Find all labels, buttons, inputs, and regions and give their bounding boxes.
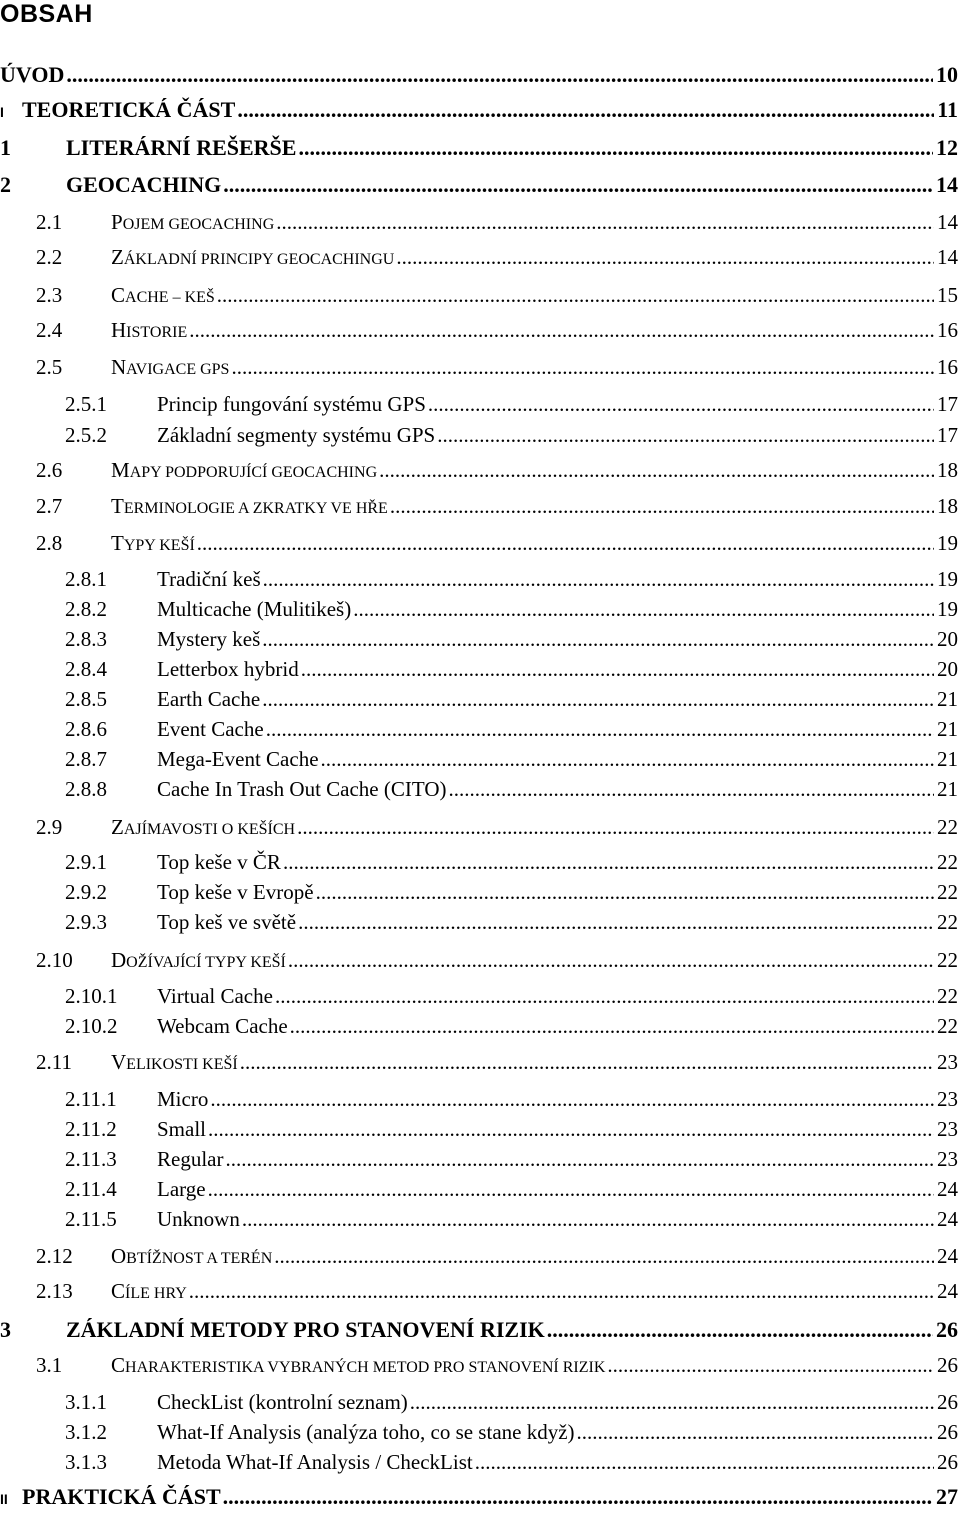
toc-entry-number: 2.13 [36, 1279, 73, 1303]
toc-entry-page: 11 [937, 97, 958, 122]
toc-entry-page: 21 [937, 747, 958, 771]
dot-leader [275, 984, 934, 1009]
toc-entry-page: 24 [937, 1207, 958, 1231]
toc-entry-title: AVIGACE GPS [126, 361, 230, 378]
toc-entry[interactable] [0, 392, 958, 422]
dot-leader [210, 1087, 934, 1112]
toc-entry-page: 10 [936, 62, 958, 87]
toc-entry[interactable] [0, 657, 958, 687]
toc-entry[interactable] [0, 1014, 958, 1044]
toc-entry-title: BTÍŽNOST A TERÉN [126, 1250, 273, 1267]
toc-entry-title: HARAKTERISTIKA VYBRANÝCH METOD PRO STANOVENÍ RIZIK [125, 1359, 606, 1376]
toc-entry-number: 2.11.5 [65, 1207, 117, 1231]
toc-entry-initial: C [111, 283, 126, 307]
toc-entry-number: 2.9 [36, 815, 63, 839]
toc-entry-title: ELIKOSTI KEŠÍ [126, 1056, 238, 1073]
toc-entry[interactable] [0, 458, 958, 488]
toc-entry[interactable] [0, 850, 958, 880]
toc-entry-title: Webcam Cache [157, 1014, 288, 1038]
toc-entry-title: CheckList (kontrolní seznam) [157, 1390, 408, 1414]
toc-entry-number: 2.2 [36, 245, 63, 269]
toc-entry[interactable] [0, 1207, 958, 1237]
toc-entry-title: LITERÁRNÍ REŠERŠE [66, 135, 297, 160]
toc-entry-title: Top keše v ČR [157, 850, 281, 874]
toc-entry[interactable] [0, 747, 958, 777]
dot-leader [353, 597, 934, 622]
dot-leader [321, 747, 934, 772]
toc-entry-number: 2.9.3 [65, 910, 107, 934]
dot-leader [231, 355, 934, 380]
toc-entry-title: Virtual Cache [157, 984, 273, 1008]
toc-entry-page: 26 [937, 1390, 958, 1414]
toc-entry-number: 1 [0, 135, 11, 160]
toc-entry-page: 17 [937, 423, 958, 447]
dot-leader [288, 948, 934, 973]
dot-leader [208, 1177, 934, 1202]
toc-entry[interactable] [0, 910, 958, 940]
toc-entry-number: 2.10.1 [65, 984, 118, 1008]
toc-entry-title: Earth Cache [157, 687, 261, 711]
dot-leader [396, 245, 934, 270]
toc-entry-number: 3.1.3 [65, 1450, 107, 1474]
toc-entry[interactable] [0, 1353, 958, 1383]
toc-entry-number: 2.10.2 [65, 1014, 118, 1038]
toc-entry-page: 22 [937, 815, 958, 839]
dot-leader [240, 1050, 934, 1075]
toc-entry[interactable] [0, 1317, 958, 1347]
toc-entry-page: 14 [937, 210, 958, 234]
toc-entry-page: 23 [937, 1050, 958, 1074]
toc-entry-title: Tradiční keš [157, 567, 261, 591]
dot-leader [263, 567, 934, 592]
toc-entry-page: 19 [937, 531, 958, 555]
toc-entry-title: Regular [157, 1147, 224, 1171]
toc-entry-number: 2.6 [36, 458, 63, 482]
toc-entry-title: ISTORIE [126, 324, 188, 341]
toc-entry-title: OŽÍVAJÍCÍ TYPY KEŠÍ [126, 954, 286, 971]
toc-entry-title: ÁKLADNÍ PRINCIPY GEOCACHINGU [123, 251, 395, 268]
toc-entry-page: 18 [937, 458, 958, 482]
toc-entry-number: 2.8.4 [65, 657, 107, 681]
toc-entry-number: 2.11.2 [65, 1117, 117, 1141]
toc-entry-title: Multicache (Mulitikeš) [157, 597, 352, 621]
toc-entry-number: 2.9.2 [65, 880, 107, 904]
toc-entry-page: 26 [937, 1450, 958, 1474]
toc-entry-initial: D [111, 948, 127, 972]
toc-entry-page: 20 [937, 657, 958, 681]
toc-entry-number: 2.9.1 [65, 850, 107, 874]
toc-entry-page: 19 [937, 567, 958, 591]
toc-entry[interactable] [0, 1117, 958, 1147]
toc-entry-page: 22 [937, 948, 958, 972]
toc-entry-title: Event Cache [157, 717, 264, 741]
dot-leader [197, 531, 934, 556]
toc-entry-number: 2.7 [36, 494, 63, 518]
toc-entry-page: 24 [937, 1177, 958, 1201]
dot-leader [66, 62, 933, 88]
dot-leader [208, 1117, 934, 1142]
toc-entry-number: 2.8.7 [65, 747, 107, 771]
toc-entry-title: Letterbox hybrid [157, 657, 299, 681]
toc-entry[interactable] [0, 1244, 958, 1274]
toc-entry-page: 22 [937, 984, 958, 1008]
toc-entry-number: 2.8.1 [65, 567, 107, 591]
dot-leader [189, 1279, 934, 1304]
toc-entry[interactable] [0, 567, 958, 597]
dot-leader [428, 392, 934, 417]
toc-entry-page: 27 [936, 1484, 958, 1509]
toc-entry-page: 12 [936, 135, 958, 160]
toc-entry[interactable] [0, 1087, 958, 1117]
toc-entry-page: 23 [937, 1087, 958, 1111]
toc-entry-page: 14 [936, 172, 958, 197]
toc-entry[interactable] [0, 880, 958, 910]
toc-entry-title: Metoda What-If Analysis / CheckList [157, 1450, 473, 1474]
dot-leader [475, 1450, 934, 1475]
toc-entry-number: 2.8.3 [65, 627, 107, 651]
toc-entry-title: What-If Analysis (analýza toho, co se stane když) [157, 1420, 575, 1444]
toc-entry-page: 19 [937, 597, 958, 621]
toc-entry[interactable] [0, 1420, 958, 1450]
toc-entry-number: 2.8 [36, 531, 63, 555]
toc-entry[interactable] [0, 777, 958, 807]
dot-leader [410, 1390, 934, 1415]
toc-entry-initial: C [111, 1279, 126, 1303]
toc-entry-initial: C [111, 1353, 126, 1377]
dot-leader [266, 717, 934, 742]
toc-entry-page: 20 [937, 627, 958, 651]
dot-leader [448, 777, 934, 802]
toc-entry-page: 22 [937, 850, 958, 874]
toc-entry[interactable] [0, 62, 958, 92]
toc-entry-title: Unknown [157, 1207, 240, 1231]
toc-entry-page: 21 [937, 777, 958, 801]
toc-entry-initial: Z [111, 245, 124, 269]
toc-entry-page: 16 [937, 355, 958, 379]
toc-entry-title: Large [157, 1177, 206, 1201]
toc-entry-page: 17 [937, 392, 958, 416]
toc-entry-number: 2.11.3 [65, 1147, 117, 1171]
toc-entry-initial: P [111, 210, 123, 234]
toc-entry-page: 22 [937, 880, 958, 904]
toc-entry-number: 3.1 [36, 1353, 63, 1377]
toc-entry-page: 21 [937, 687, 958, 711]
toc-entry[interactable] [0, 948, 958, 978]
dot-leader [547, 1317, 933, 1343]
toc-entry-page: 26 [937, 1420, 958, 1444]
dot-leader [437, 423, 934, 448]
toc-entry-number: 2.5 [36, 355, 63, 379]
toc-entry[interactable] [0, 318, 958, 348]
toc-entry[interactable] [0, 597, 958, 627]
dot-leader [274, 1244, 934, 1269]
toc-entry[interactable] [0, 283, 958, 313]
toc-entry-title: GEOCACHING [66, 172, 222, 197]
toc-entry-page: 23 [937, 1117, 958, 1141]
dot-leader [225, 1147, 934, 1172]
toc-entry[interactable] [0, 1279, 958, 1309]
toc-entry[interactable] [0, 815, 958, 845]
toc-entry-page: 26 [937, 1353, 958, 1377]
toc-entry-number: 2.10 [36, 948, 73, 972]
toc-entry-title: ZÁKLADNÍ METODY PRO STANOVENÍ RIZIK [66, 1317, 545, 1342]
dot-leader [189, 318, 934, 343]
toc-entry[interactable] [0, 97, 958, 127]
toc-entry[interactable] [0, 210, 958, 240]
toc-entry[interactable] [0, 245, 958, 275]
toc-entry-page: 23 [937, 1147, 958, 1171]
dot-leader [298, 135, 933, 161]
toc-entry[interactable] [0, 1177, 958, 1207]
toc-entry-initial: Z [111, 815, 124, 839]
dot-leader [301, 657, 934, 682]
toc-entry-title: TEORETICKÁ ČÁST [22, 97, 236, 122]
toc-entry-initial: N [111, 355, 127, 379]
toc-entry-number: 2.12 [36, 1244, 73, 1268]
toc-entry-title: Small [157, 1117, 207, 1141]
dot-leader [283, 850, 934, 875]
toc-entry[interactable] [0, 355, 958, 385]
toc-entry-title: Top keše v Evropě [157, 880, 314, 904]
dot-leader [217, 283, 934, 308]
dot-leader [223, 1484, 933, 1510]
dot-leader [276, 210, 934, 235]
toc-entry[interactable] [0, 687, 958, 717]
toc-entry-title: OJEM GEOCACHING [122, 216, 275, 233]
toc-entry-number: 2.1 [36, 210, 63, 234]
dot-leader [237, 97, 934, 123]
toc-entry-number: II [0, 1491, 8, 1507]
toc-entry-page: 21 [937, 717, 958, 741]
toc-entry-number: 2.11 [36, 1050, 72, 1074]
toc-entry-title: PRAKTICKÁ ČÁST [22, 1484, 221, 1509]
toc-entry-title: ACHE – KEŠ [125, 289, 215, 306]
toc-entry[interactable] [0, 984, 958, 1014]
toc-entry-title: APY PODPORUJÍCÍ GEOCACHING [129, 464, 378, 481]
toc-entry-title: Micro [157, 1087, 209, 1111]
dot-leader [290, 1014, 934, 1039]
toc-entry[interactable] [0, 1050, 958, 1080]
dot-leader [607, 1353, 934, 1378]
toc-entry-title: Základní segmenty systému GPS [157, 423, 436, 447]
toc-entry-page: 22 [937, 910, 958, 934]
toc-entry-title: Top keš ve světě [157, 910, 297, 934]
toc-entry-title: ÚVOD [0, 62, 65, 87]
toc-entry[interactable] [0, 1390, 958, 1420]
toc-entry-number: 2.4 [36, 318, 63, 342]
toc-entry-page: 14 [937, 245, 958, 269]
toc-entry-number: 2.11.1 [65, 1087, 117, 1111]
toc-entry[interactable] [0, 1450, 958, 1480]
toc-entry-number: 3.1.2 [65, 1420, 107, 1444]
toc-entry-number: 2.3 [36, 283, 63, 307]
dot-leader [316, 880, 934, 905]
toc-entry-initial: V [111, 1050, 127, 1074]
toc-entry-number: 2.8.8 [65, 777, 107, 801]
toc-entry-page: 26 [936, 1317, 958, 1342]
toc-entry-page: 24 [937, 1279, 958, 1303]
toc-entry-number: 2.8.6 [65, 717, 107, 741]
dot-leader [297, 815, 934, 840]
toc-entry-number: 2 [0, 172, 11, 197]
dot-leader [577, 1420, 934, 1445]
toc-entry-number: 2.5.1 [65, 392, 107, 416]
toc-entry-page: 24 [937, 1244, 958, 1268]
toc-entry[interactable] [0, 531, 958, 561]
toc-entry-title: Cache In Trash Out Cache (CITO) [157, 777, 447, 801]
toc-entry-title: Mystery keš [157, 627, 261, 651]
toc-entry-number: 2.8.2 [65, 597, 107, 621]
toc-entry[interactable] [0, 1484, 958, 1514]
page-title: OBSAH [0, 0, 93, 28]
toc-entry-initial: T [111, 531, 124, 555]
toc-entry[interactable] [0, 172, 958, 202]
toc-entry-title: Mega-Event Cache [157, 747, 319, 771]
toc-entry-title: ÍLE HRY [125, 1285, 187, 1302]
toc-entry[interactable] [0, 717, 958, 747]
toc-entry-page: 22 [937, 1014, 958, 1038]
toc-entry-initial: M [111, 458, 130, 482]
toc-entry-page: 18 [937, 494, 958, 518]
toc-entry-page: 15 [937, 283, 958, 307]
toc-entry-number: 3.1.1 [65, 1390, 107, 1414]
dot-leader [262, 627, 934, 652]
toc-entry-number: 2.5.2 [65, 423, 107, 447]
dot-leader [242, 1207, 934, 1232]
toc-entry-title: Princip fungování systému GPS [157, 392, 426, 416]
toc-entry-number: 2.8.5 [65, 687, 107, 711]
toc-entry-title: AJÍMAVOSTI O KEŠÍCH [123, 821, 296, 838]
toc-entry-initial: H [111, 318, 127, 342]
toc-entry-initial: O [111, 1244, 127, 1268]
toc-entry-page: 16 [937, 318, 958, 342]
dot-leader [379, 458, 934, 483]
dot-leader [262, 687, 934, 712]
dot-leader [298, 910, 934, 935]
toc-entry-title: ERMINOLOGIE A ZKRATKY VE HŘE [123, 500, 388, 517]
toc-entry-number: 2.11.4 [65, 1177, 117, 1201]
toc-entry[interactable] [0, 627, 958, 657]
toc-entry[interactable] [0, 494, 958, 524]
toc-entry-number: 3 [0, 1317, 11, 1342]
toc-entry[interactable] [0, 135, 958, 165]
toc-entry-number: I [0, 104, 4, 120]
toc-entry-initial: T [111, 494, 124, 518]
toc-entry-title: YPY KEŠÍ [123, 537, 195, 554]
toc-entry[interactable] [0, 423, 958, 453]
dot-leader [390, 494, 934, 519]
toc-entry[interactable] [0, 1147, 958, 1177]
dot-leader [223, 172, 933, 198]
